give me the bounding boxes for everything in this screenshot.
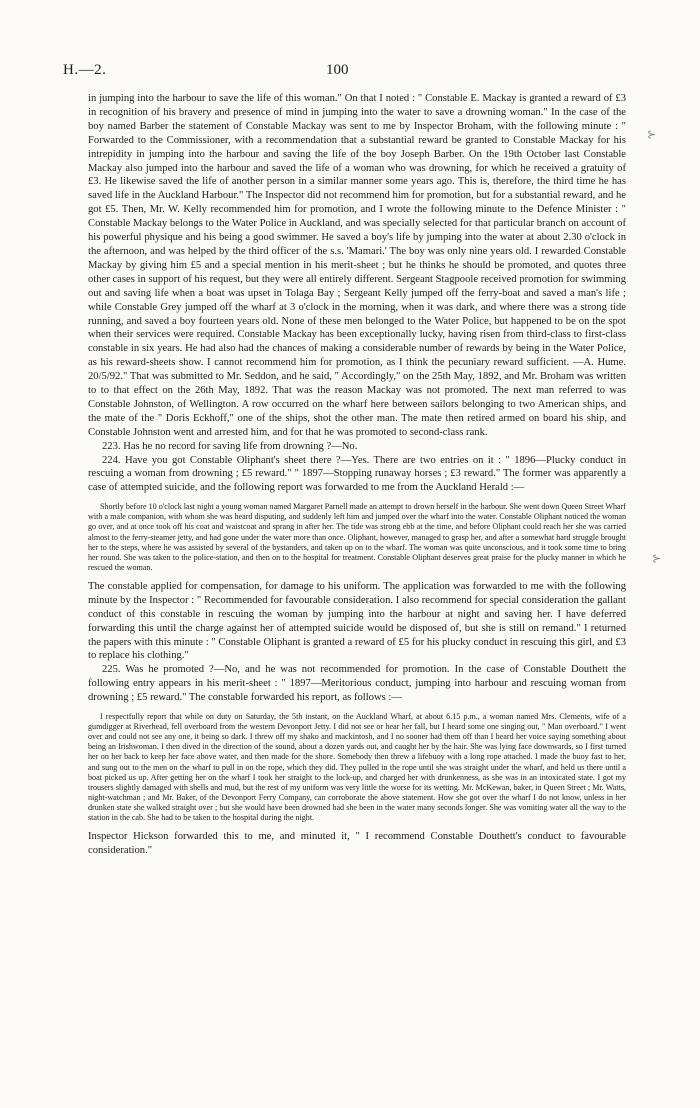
page-header	[0, 62, 700, 82]
margin-mark: ⊱	[647, 129, 657, 141]
question-224: 224. Have you got Constable Oliphant's sheet there ?—Yes. There are two entries on it : " 1896—Plucky conduct in rescuing a woman from drowning ; £5 reward." " 1897—Stopping runaway horses ; £3 reward." The former was apparently a case of attempted suicide, and the following report was forwarded to me from the Auckland Herald :—	[88, 454, 626, 494]
paragraph: Inspector Hickson forwarded this to me, and minuted it, " I recommend Constable Douthett's conduct to favourable consideration."	[88, 831, 626, 857]
paragraph: The constable applied for compensation, for damage to his uniform. The application was forwarded to me with the following minute by the Inspector : " Recommended for favourable consideration. I also recommend for special consideration the gallant conduct of this constable in rescuing the woman by jumping into the harbour at night and saving her. I have deferred forwarding this until the charge against her of attempted suicide would be disposed of, but she is still on remand." I returned the papers with this minute : " Constable Oliphant is granted a reward of £5 for his plucky conduct in rescuing this girl, and £3 to replace his clothing."	[88, 580, 626, 662]
margin-mark: ⊱	[652, 553, 662, 565]
question-225: 225. Was he promoted ?—No, and he was not recommended for promotion. In the case of Constable Douthett the following entry appears in his merit-sheet : " 1897—Meritorious conduct, jumping into harbour and rescuing woman from drowning ; £5 reward." The constable forwarded his report, as follows :—	[88, 664, 626, 704]
document-body	[88, 92, 626, 858]
question-223: 223. Has he no record for saving life from drowning ?—No.	[102, 440, 358, 452]
quoted-report-herald: Shortly before 10 o'clock last night a young woman named Margaret Parnell made an attempt to drown herself in the harbour. She went down Queen Street Wharf with a male companion, with whom she was heard disputing, and suddenly left him and jumped over the wharf into the water. Constable Oliphant noticed the woman go over, and at once took off his coat and waistcoat and sprang in after her. The tide was strong ebb at the time, and before Oliphant could reach her she was carried almost to the ferry-steamer jetty, and had gone under the water more than once. Oliphant, however, managed to grasp her, and after a somewhat hard struggle brought her to the steps, where he was assisted by several of the bystanders, and taken up on to the wharf. The woman was quite unconscious, and it took some time to bring her round. She was taken to the police-station, and then on to the hospital for treatment. Constable Oliphant deserves great praise for the plucky manner in which he rescued the woman.	[88, 502, 626, 572]
quoted-report-douthett: I respectfully report that while on duty on Saturday, the 5th instant, on the Auckland Wharf, at about 6.15 p.m., a woman named Mrs. Clements, wife of a gumdigger at Riverhead, fell overboard from the western Devonport Jetty. I did not see or hear her fall, but I heard some one singing out, " Man overboard." I went over and could not see any one, it being so dark. I threw off my shako and mackintosh, and I no sooner had them off than I heard her voice saying something about being an Irishwoman. I then dived in the direction of the sound, about a dozen yards out, and caught her by the hair. She was lying face downwards, so I first turned her on her back to keep her face above water, and then made for the shore. Somebody then threw a lifebuoy with a long rope attached. I made the buoy fast to her, and sung out to the men on the wharf to pull in on the rope, which they did. They pulled in the rope until she was straight under the wharf, and held us there until a boat picked us up. After getting her on the wharf I took her straight to the lock-up, and charged her with drunkenness, as she was in an intoxicated state. I got my trousers slightly damaged with shells and mud, but the rest of my uniform was very little the worse for its wetting. Mr. McKewan, baker, in Queen Street ; Mr. Watts, night-watchman ; and Mr. Baker, of the Devonport Ferry Company, can corroborate the above statement. How she got over the wharf I do not know, unless in her drunken state she walked straight over ; but she would have been drowned had she been in the water many seconds longer. She was vomiting water all the way to the station in the cab. She had to be taken to the hospital during the night.	[88, 712, 626, 823]
page-number: 100	[326, 62, 349, 78]
paragraph: in jumping into the harbour to save the life of this woman." On that I noted : " Constable E. Mackay is granted a reward of £3 in recognition of his bravery and presence of mind in jumping into the water to save a drowning woman." In the case of the boy named Barber the statement of Constable Mackay was sent to me by Inspector Broham, with the following minute : " Forwarded to the Commissioner, with a recommendation that a substantial reward be granted to Constable Mackay for his intrepidity in jumping into the harbour and saving the life of the boy Joseph Barber. On the 19th October last Constable Mackay also jumped into the harbour and saved the life of a woman who was drowning, for which he received a gratuity of £3. He likewise saved the life of another person in a similar manner some years ago. This is, therefore, the third time he has saved life in the Auckland Harbour." The Inspector did not recommend him for promotion, but for a substantial reward, and he got £5. Then, Mr. W. Kelly recommended him for promotion, and I wrote the following minute to the Defence Minister : " Constable Mackay belongs to the Water Police in Auckland, and was specially selected for that particular branch on account of his powerful physique and his being a good swimmer. He saved a boy's life by jumping into the water at about 2.30 o'clock in the afternoon, and was helped by the third officer of the s.s. 'Mamari.' The boy was only nine years old. I rewarded Constable Mackay by giving him £5 and a special mention in his merit-sheet ; but he thinks he should be promoted, and quotes three other cases in support of his request, but they were all entirely different. Sergeant Stagpoole received promotion for swimming out and saving life when a boat was upset in Tolaga Bay ; Sergeant Kelly jumped off the ferry-boat and saved a man's life ; while Constable Grey jumped off the wharf at 3 o'clock in the morning, when it was dark, and where there was a strong tide running, and saved a boy fourteen years old. None of these men belonged to the Water Police, but happened to be on the spot when their services were required. Constable Mackay has been exceptionally lucky, having risen from third-class to first-class constable in six years. He had also had the chances of making a considerable number of rewards by being in the Water Police, as his reward-sheets show. I cannot recommend him for promotion, as I think the pecuniary reward sufficient. —A. Hume. 20/5/92." That was submitted to Mr. Seddon, and he said, " Accordingly," on the 25th May, 1892, and Mr. Broham was written to to that effect on the 26th May, 1892. That was the reason Mackay was not promoted. The next man referred to was Constable Johnston, of Wellington. A row occurred on the wharf here between sailors belonging to two American ships, and the mate of the " Doris Eckhoff," one of the ships, shot the other man. The mate then retired armed on board his ship, and Constable Johnston went and arrested him, and for that he was promoted to second-class rank.	[88, 93, 626, 438]
series-code: H.—2.	[63, 62, 107, 78]
